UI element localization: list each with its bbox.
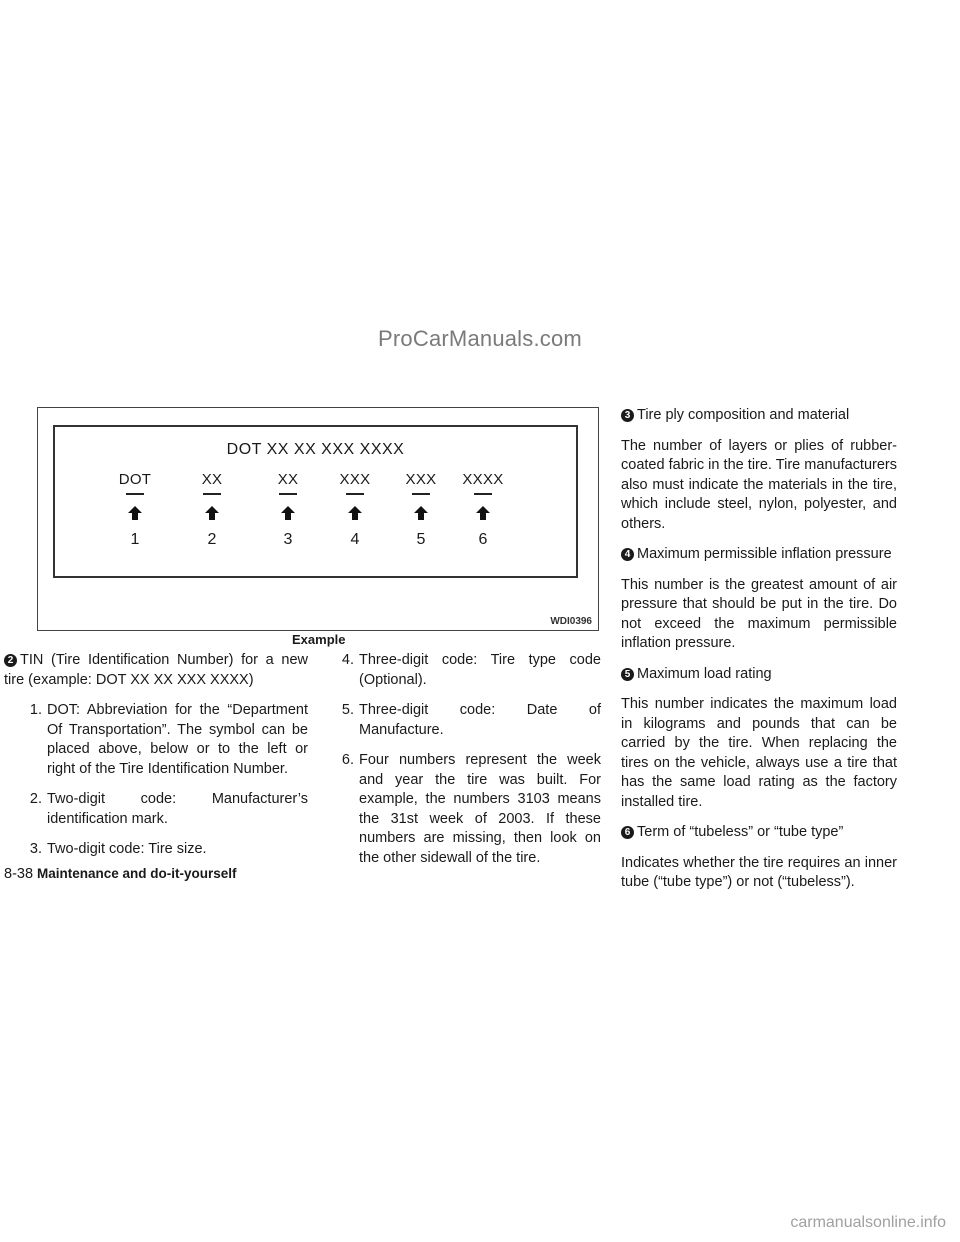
section-body: This number is the greatest amount of air pressure that should be put in the tire. Do not exceed the maximum permissible inflation pressure. <box>621 576 897 651</box>
code-number: 1 <box>130 531 140 548</box>
list-item <box>4 790 308 829</box>
section-heading-pressure <box>621 545 897 565</box>
arrow-up-icon <box>127 505 143 521</box>
list-item <box>323 701 601 740</box>
list-number: 4. <box>341 652 354 668</box>
code-column-1 <box>105 471 165 549</box>
underline-bar <box>474 493 492 495</box>
section-body: The number of layers or plies of rubber-coated fabric in the tire. Tire manufacturers also must indicate the materials in the tire, which include steel, nylon, polyester, and others. <box>621 437 897 532</box>
code-label: XXX <box>339 471 371 488</box>
heading-text: Term of “tubeless” or “tube type” <box>637 824 844 840</box>
arrow-up-icon <box>204 505 220 521</box>
list-number: 5. <box>341 702 354 718</box>
code-column-2 <box>182 471 242 549</box>
code-number: 4 <box>350 531 360 548</box>
heading-text: Maximum load rating <box>637 665 772 682</box>
figure-inner-box <box>53 425 578 578</box>
list-text: Three-digit code: Date of Manufacture. <box>359 702 601 738</box>
arrow-up-icon <box>475 505 491 521</box>
number-badge: 2 <box>4 654 17 667</box>
number-badge: 3 <box>621 409 634 422</box>
code-label: DOT <box>118 471 152 488</box>
list-item <box>323 651 601 690</box>
section-heading-tubeless <box>621 823 897 843</box>
code-label: XX <box>277 471 299 488</box>
section-heading-ply <box>621 406 897 426</box>
watermark-bottom: carmanualsonline.info <box>790 1214 946 1231</box>
list-text: Three-digit code: Tire type code (Optional). <box>359 652 601 688</box>
figure-code-id: WDI0396 <box>550 616 592 627</box>
code-number: 2 <box>207 531 217 548</box>
section-heading-tin <box>4 651 308 690</box>
underline-bar <box>203 493 221 495</box>
arrow-up-icon <box>347 505 363 521</box>
figure-title: DOT XX XX XXX XXXX <box>226 441 405 458</box>
number-badge: 4 <box>621 548 634 561</box>
text-column-2 <box>323 651 601 879</box>
tire-code-figure <box>37 407 599 631</box>
list-text: Two-digit code: Manufacturer’s identification mark. <box>47 791 308 827</box>
list-number: 6. <box>341 752 354 768</box>
underline-bar <box>412 493 430 495</box>
section-body: Indicates whether the tire requires an inner tube (“tube type”) or not (“tubeless”). <box>621 854 897 890</box>
section-heading-load <box>621 665 897 685</box>
list-text: DOT: Abbreviation for the “Department Of Transportation”. The symbol can be placed above, below or to the left or right of the Tire Identification Number. <box>47 702 308 777</box>
text-column-3 <box>621 406 897 904</box>
list-text: Two-digit code: Tire size. <box>47 841 207 857</box>
code-column-4 <box>325 471 385 549</box>
section-body: This number indicates the maximum load in kilograms and pounds that can be carried by the tire. When replacing the tires on the vehicle, always use a tire that has the same load rating as the factory installed tire. <box>621 696 897 810</box>
code-column-3 <box>258 471 318 549</box>
list-item <box>323 751 601 868</box>
section-title: Maintenance and do-it-yourself <box>37 866 237 881</box>
number-badge: 6 <box>621 826 634 839</box>
code-number: 6 <box>478 531 488 548</box>
code-label: XX <box>201 471 223 488</box>
page-footer <box>4 866 237 882</box>
code-number: 5 <box>416 531 426 548</box>
arrow-up-icon <box>280 505 296 521</box>
code-column-5 <box>391 471 451 549</box>
text-column-1 <box>4 651 308 871</box>
list-item <box>4 701 308 779</box>
list-text: Four numbers represent the week and year the tire was built. For example, the numbers 3103 means the 31st week of 2003. If these numbers are missing, then look on the other sidewall of the tire. <box>359 752 601 866</box>
watermark-top: ProCarManuals.com <box>378 326 582 351</box>
list-item <box>4 840 308 860</box>
list-number: 1. <box>29 702 42 718</box>
list-number: 2. <box>29 791 42 807</box>
underline-bar <box>126 493 144 495</box>
code-column-6 <box>453 471 513 549</box>
figure-caption: Example <box>292 632 346 647</box>
heading-text: Maximum permissible inflation pressure <box>637 546 892 562</box>
code-label: XXX <box>405 471 437 488</box>
underline-bar <box>279 493 297 495</box>
list-number: 3. <box>29 841 42 857</box>
heading-text: Tire ply composition and material <box>637 407 850 423</box>
code-number: 3 <box>283 531 293 548</box>
code-label: XXXX <box>462 471 504 488</box>
number-badge: 5 <box>621 668 634 681</box>
page-number: 8-38 <box>4 866 34 882</box>
underline-bar <box>346 493 364 495</box>
arrow-up-icon <box>413 505 429 521</box>
heading-text: TIN (Tire Identification Number) for a new tire (example: DOT XX XX XXX XXXX) <box>4 652 308 688</box>
